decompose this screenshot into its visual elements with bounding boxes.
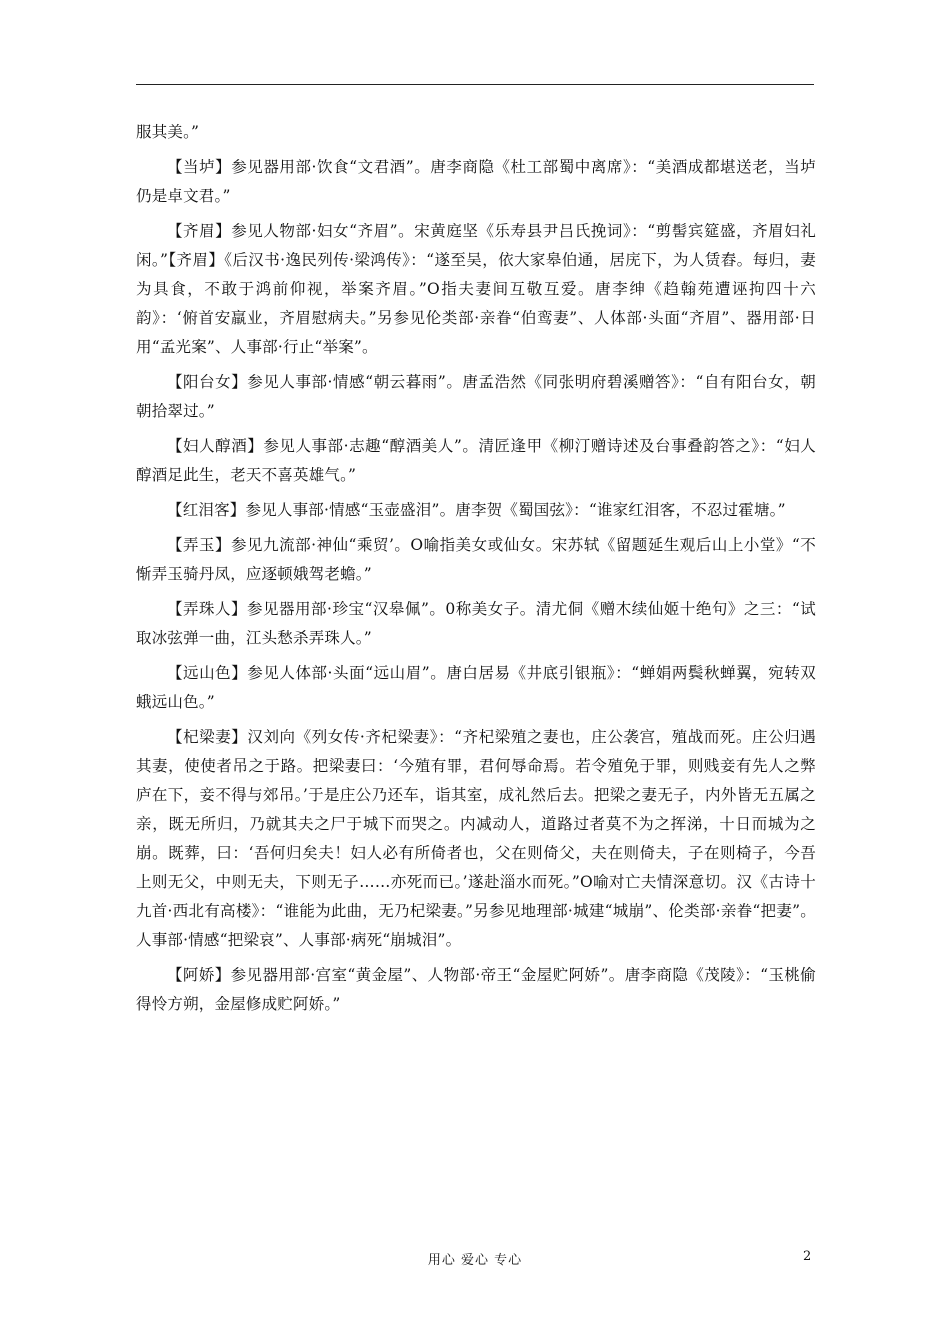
entry-yang-tai-nv: 【阳台女】参见人事部·情感“朝云暮雨”。唐孟浩然《同张明府碧溪赠答》：“自有阳台女，朝朝拾翠过。” (136, 373, 816, 420)
entry-nong-zhu-ren: 【弄珠人】参见器用部·珍宝“汉皋佩”。0称美女子。清尤侗《赠木续仙姬十绝句》之三：“试取冰弦弹一曲，江头愁杀弄珠人。” (136, 600, 816, 647)
entry-fu-ren-chun-jiu: 【妇人醇酒】参见人事部·志趣“醇酒美人”。清匠逢甲《柳汀赠诗述及台事叠韵答之》：“妇人醇酒足此生，老天不喜英雄气。” (136, 437, 816, 484)
footer-motto: 用心 爱心 专心 (427, 1253, 523, 1268)
entry-a-jiao: 【阿娇】参见器用部·宫室“黄金屋”、人物部·帝王“金屋贮阿娇”。唐李商隐《茂陵》：“玉桃偷得怜方朔，金屋修成贮阿娇。” (136, 966, 816, 1013)
header-rule (136, 84, 814, 85)
entry-yuan-shan-se: 【远山色】参见人体部·头面“远山眉”。唐白居易《井底引银瓶》：“蝉娟两鬓秋蝉翼，宛转双蛾远山色。” (136, 664, 816, 711)
entry-nong-yu: 【弄玉】参见九流部·神仙“乘贸’。O喻指美女或仙女。宋苏轼《留题延生观后山上小堂》“不惭弄玉骑丹凤，应逐顿娥驾老蟾。” (136, 536, 816, 583)
entry-hong-lei-ke: 【红泪客】参见人事部·情感“玉壶盛泪”。唐李贺《蜀国弦》：“谁家红泪客，不忍过霍塘。” (167, 501, 786, 519)
entry-qi-liang-qi: 【杞梁妻】汉刘向《列女传·齐杞梁妻》：“齐杞梁殖之妻也，庄公袭宫，殖战而死。庄公归遇其妻，使使者吊之于路。把梁妻曰：‘今殖有罪，君何辱命焉。若令殖免于罪，则贱妾有先人之弊庐在下，妾不得与郊吊。’于是庄公乃还车，诣其室，成礼然后去。把梁之妻无子，内外皆无五属之亲，既无所归，乃就其夫之尸于城下而哭之。内减动人，道路过者莫不为之挥涕，十日而城为之崩。既葬，曰：‘吾何归矣夫！妇人必有所倚者也，父在则倚父，夫在则倚夫，子在则椅子，今吾上则无父，中则无夫，下则无子……亦死而已。’遂赴淄水而死。”O喻对亡夫情深意切。汉《古诗十九首·西北有高楼》：“谁能为此曲，无乃杞梁妻。”另参见地理部·城建“城崩”、伦类部·亲眷“把妻”。人事部·情感“把梁哀”、人事部·病死“崩城泪”。 (136, 728, 816, 949)
entry-qi-mei: 【齐眉】参见人物部·妇女“齐眉”。宋黄庭坚《乐寿县尹吕氏挽词》：“剪髻宾筵盛，齐眉妇礼闲。”【齐眉】《后汉书·逸民列传·梁鸿传》：“遂至吴，依大家皋伯通，居庑下，为人赁舂。每归，妻为具食，不敢于鸿前仰视，举案齐眉。”O指夫妻间互敬互爱。唐李绅《趋翰苑遭诬拘四十六韵》：‘俯首安羸业，齐眉慰病夫。”另参见伦类部·亲眷“伯鸾妻”、人体部·头面“齐眉”、器用部·日用“孟光案”、人事部·行止“举案”。 (136, 222, 816, 356)
paragraph-continuation: 服其美。” (136, 123, 200, 141)
page-number: 2 (803, 1249, 812, 1264)
entry-dang-lu: 【当垆】参见器用部·饮食“文君酒”。唐李商隐《杜工部蜀中离席》：“美酒成都堪送老，当垆仍是卓文君。” (136, 158, 816, 205)
document-body (136, 118, 816, 1025)
